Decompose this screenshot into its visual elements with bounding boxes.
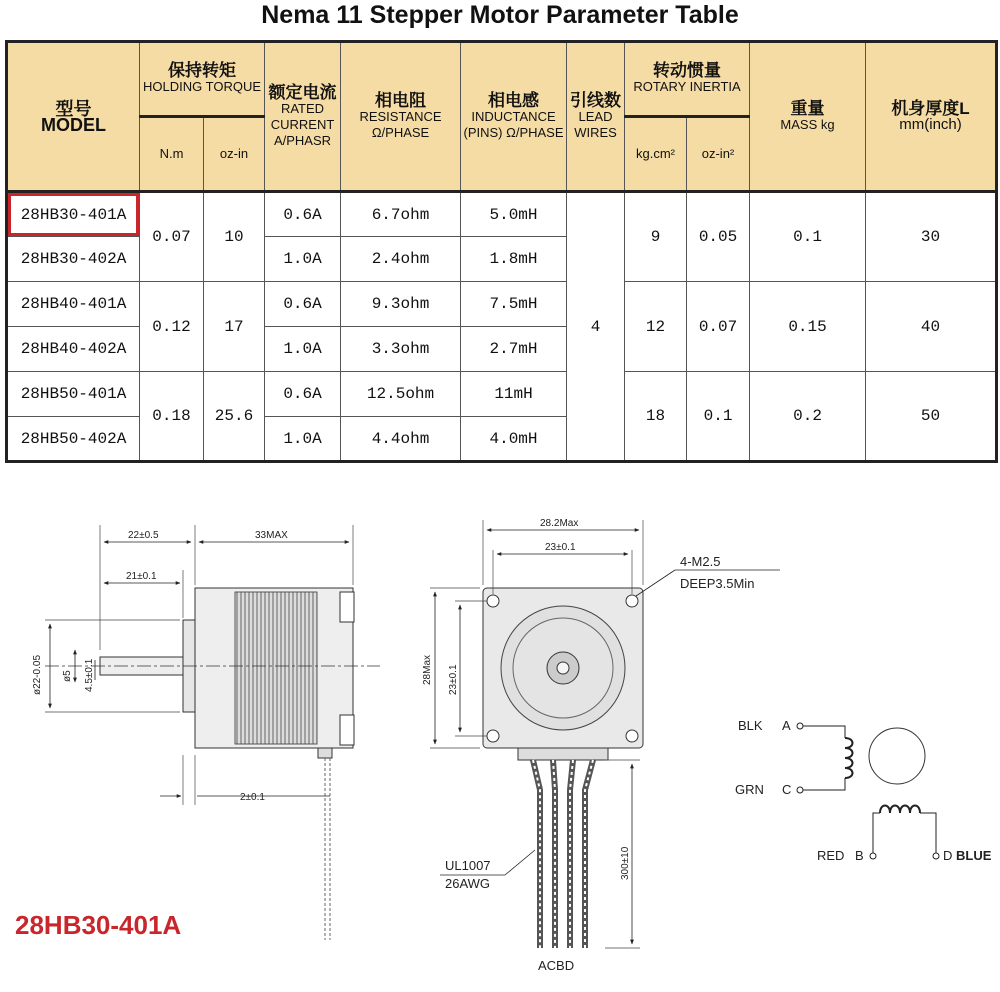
page-title: Nema 11 Stepper Motor Parameter Table xyxy=(261,1,739,29)
wire-spec-1: UL1007 xyxy=(445,858,491,873)
cell-mass: 0.2 xyxy=(750,372,866,462)
cell-inertia-kg: 12 xyxy=(625,282,687,372)
header-inertia-kg: kg.cm² xyxy=(625,117,687,192)
cell-length: 50 xyxy=(866,372,997,462)
cell-inductance: 4.0mH xyxy=(461,417,567,462)
dim-21: 21±0.1 xyxy=(126,571,157,582)
header-torque-ozin: oz-in xyxy=(204,117,265,192)
header-resistance: 相电阻 RESISTANCE Ω/PHASE xyxy=(341,42,461,192)
cell-model: 28HB50-401A xyxy=(7,372,140,417)
dim-300: 300±10 xyxy=(620,846,631,880)
hole-note-1: 4-M2.5 xyxy=(680,554,721,569)
dim-shaft-dia: ø22-0.05 xyxy=(32,654,43,695)
cell-model: 28HB30-401A xyxy=(7,192,140,237)
cell-model: 28HB40-401A xyxy=(7,282,140,327)
dim-22: 22±0.5 xyxy=(128,530,159,541)
dim-23-vertical: 23±0.1 xyxy=(448,664,459,695)
cell-current: 1.0A xyxy=(265,327,341,372)
header-inertia-oz: oz-in² xyxy=(687,117,750,192)
wire-order: ACBD xyxy=(538,958,575,973)
selected-model-caption: 28HB30-401A xyxy=(15,910,182,940)
coil-a-c xyxy=(845,738,853,778)
cell-current: 0.6A xyxy=(265,372,341,417)
cell-inertia-kg: 9 xyxy=(625,192,687,282)
cell-resistance: 2.4ohm xyxy=(341,237,461,282)
dim-28-2: 28.2Max xyxy=(540,518,579,529)
coil-b-d xyxy=(880,806,920,814)
header-model: 型号 MODEL xyxy=(7,42,140,192)
cell-inertia-kg: 18 xyxy=(625,372,687,462)
mount-hole xyxy=(626,730,638,742)
cell-inductance: 5.0mH xyxy=(461,192,567,237)
dim-28: 28Max xyxy=(422,654,433,685)
header-torque-nm: N.m xyxy=(140,117,204,192)
cell-inductance: 7.5mH xyxy=(461,282,567,327)
cell-inductance: 11mH xyxy=(461,372,567,417)
cell-torque-ozin: 17 xyxy=(204,282,265,372)
dim-45: 4.5±0.1 xyxy=(84,658,95,692)
wire-label-b: B xyxy=(855,848,864,863)
wire-label-red: RED xyxy=(817,848,845,863)
hole-note-2: DEEP3.5Min xyxy=(680,576,755,591)
header-holding-torque: 保持转矩 HOLDING TORQUE xyxy=(140,42,265,117)
wire-label-blk: BLK xyxy=(738,718,763,733)
cell-resistance: 12.5ohm xyxy=(341,372,461,417)
wire-label-c: C xyxy=(782,782,792,797)
cell-mass: 0.15 xyxy=(750,282,866,372)
header-rated-current: 额定电流 RATED CURRENT A/PHASR xyxy=(265,42,341,192)
cell-torque-nm: 0.07 xyxy=(140,192,204,282)
cell-model: 28HB30-402A xyxy=(7,237,140,282)
cell-torque-ozin: 10 xyxy=(204,192,265,282)
cell-torque-nm: 0.12 xyxy=(140,282,204,372)
side-view xyxy=(45,525,380,940)
dim-2: 2±0.1 xyxy=(240,792,265,803)
cell-inertia-oz: 0.1 xyxy=(687,372,750,462)
cell-model: 28HB50-402A xyxy=(7,417,140,462)
wire-label-d: D xyxy=(943,848,953,863)
cell-length: 40 xyxy=(866,282,997,372)
dim-33: 33MAX xyxy=(255,530,288,541)
cell-current: 0.6A xyxy=(265,192,341,237)
rotor-circle xyxy=(869,728,925,784)
cell-mass: 0.1 xyxy=(750,192,866,282)
header-mass: 重量 MASS kg xyxy=(750,42,866,192)
dim-shaft-5: ø5 xyxy=(62,670,73,682)
header-lead-wires: 引线数 LEAD WIRES xyxy=(567,42,625,192)
cell-inertia-oz: 0.05 xyxy=(687,192,750,282)
parameter-table xyxy=(5,40,998,463)
cell-torque-ozin: 25.6 xyxy=(204,372,265,462)
header-inductance: 相电感 INDUCTANCE (PINS) Ω/PHASE xyxy=(461,42,567,192)
cell-length: 30 xyxy=(866,192,997,282)
header-rotary-inertia: 转动惯量 ROTARY INERTIA xyxy=(625,42,750,117)
motor-fins xyxy=(235,592,317,744)
cell-resistance: 3.3ohm xyxy=(341,327,461,372)
wire-spec-2: 26AWG xyxy=(445,876,491,891)
cell-torque-nm: 0.18 xyxy=(140,372,204,462)
mount-hole xyxy=(487,595,499,607)
mount-hole xyxy=(626,595,638,607)
cell-resistance: 6.7ohm xyxy=(341,192,461,237)
wiring-diagram xyxy=(797,723,939,859)
wire-label-grn: GRN xyxy=(735,782,764,797)
wire-label-blue: BLUE xyxy=(956,848,992,863)
mount-hole xyxy=(487,730,499,742)
wire-label-a: A xyxy=(782,718,791,733)
cell-lead-wires: 4 xyxy=(567,192,625,462)
cell-model: 28HB40-402A xyxy=(7,327,140,372)
cell-resistance: 9.3ohm xyxy=(341,282,461,327)
cell-inductance: 1.8mH xyxy=(461,237,567,282)
dim-23: 23±0.1 xyxy=(545,542,576,553)
cell-resistance: 4.4ohm xyxy=(341,417,461,462)
cell-inductance: 2.7mH xyxy=(461,327,567,372)
cell-current: 0.6A xyxy=(265,282,341,327)
cell-inertia-oz: 0.07 xyxy=(687,282,750,372)
header-length: 机身厚度L mm(inch) xyxy=(866,42,997,192)
cell-current: 1.0A xyxy=(265,417,341,462)
cell-current: 1.0A xyxy=(265,237,341,282)
